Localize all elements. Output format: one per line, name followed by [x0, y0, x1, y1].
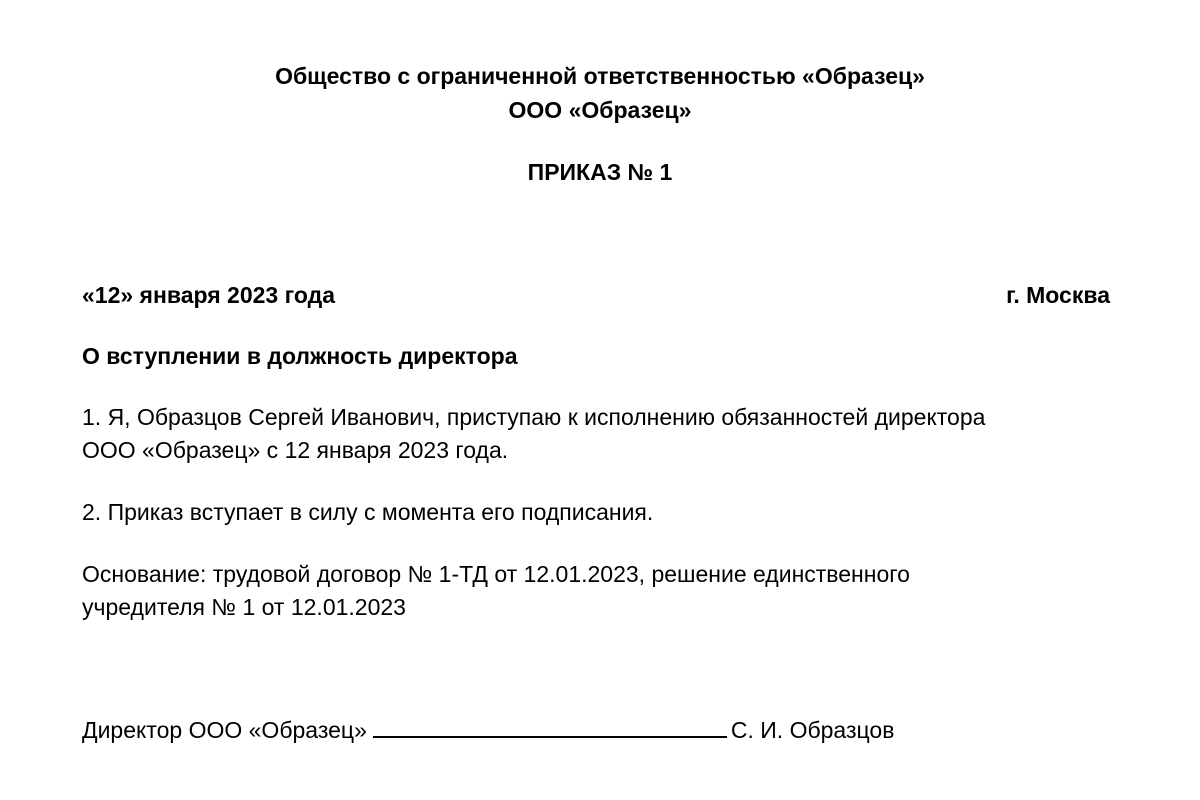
signature-block: [82, 716, 894, 744]
order-date: «12» января 2023 года: [82, 282, 336, 308]
organization-full-name: Общество с ограниченной ответственностью «Образец»: [275, 63, 925, 89]
basis-line-1: Основание: трудовой договор № 1-ТД от 12.01.2023, решение единственного: [82, 561, 910, 587]
order-subject: О вступлении в должность директора: [82, 343, 518, 369]
basis-line-2: учредителя № 1 от 12.01.2023: [82, 594, 406, 620]
organization-short-name: ООО «Образец»: [508, 97, 692, 123]
order-item-1-line-2: ООО «Образец» с 12 января 2023 года.: [82, 437, 509, 463]
signature-line: [373, 716, 727, 738]
order-city: г. Москва: [1006, 282, 1110, 308]
signature-name: С. И. Образцов: [730, 717, 895, 743]
order-item-1-line-1: 1. Я, Образцов Сергей Иванович, приступаю к исполнению обязанностей директора: [82, 404, 986, 430]
signature-position: Директор ООО «Образец»: [82, 717, 367, 743]
order-item-2: 2. Приказ вступает в силу с момента его подписания.: [82, 499, 654, 525]
order-title: ПРИКАЗ № 1: [527, 159, 673, 185]
